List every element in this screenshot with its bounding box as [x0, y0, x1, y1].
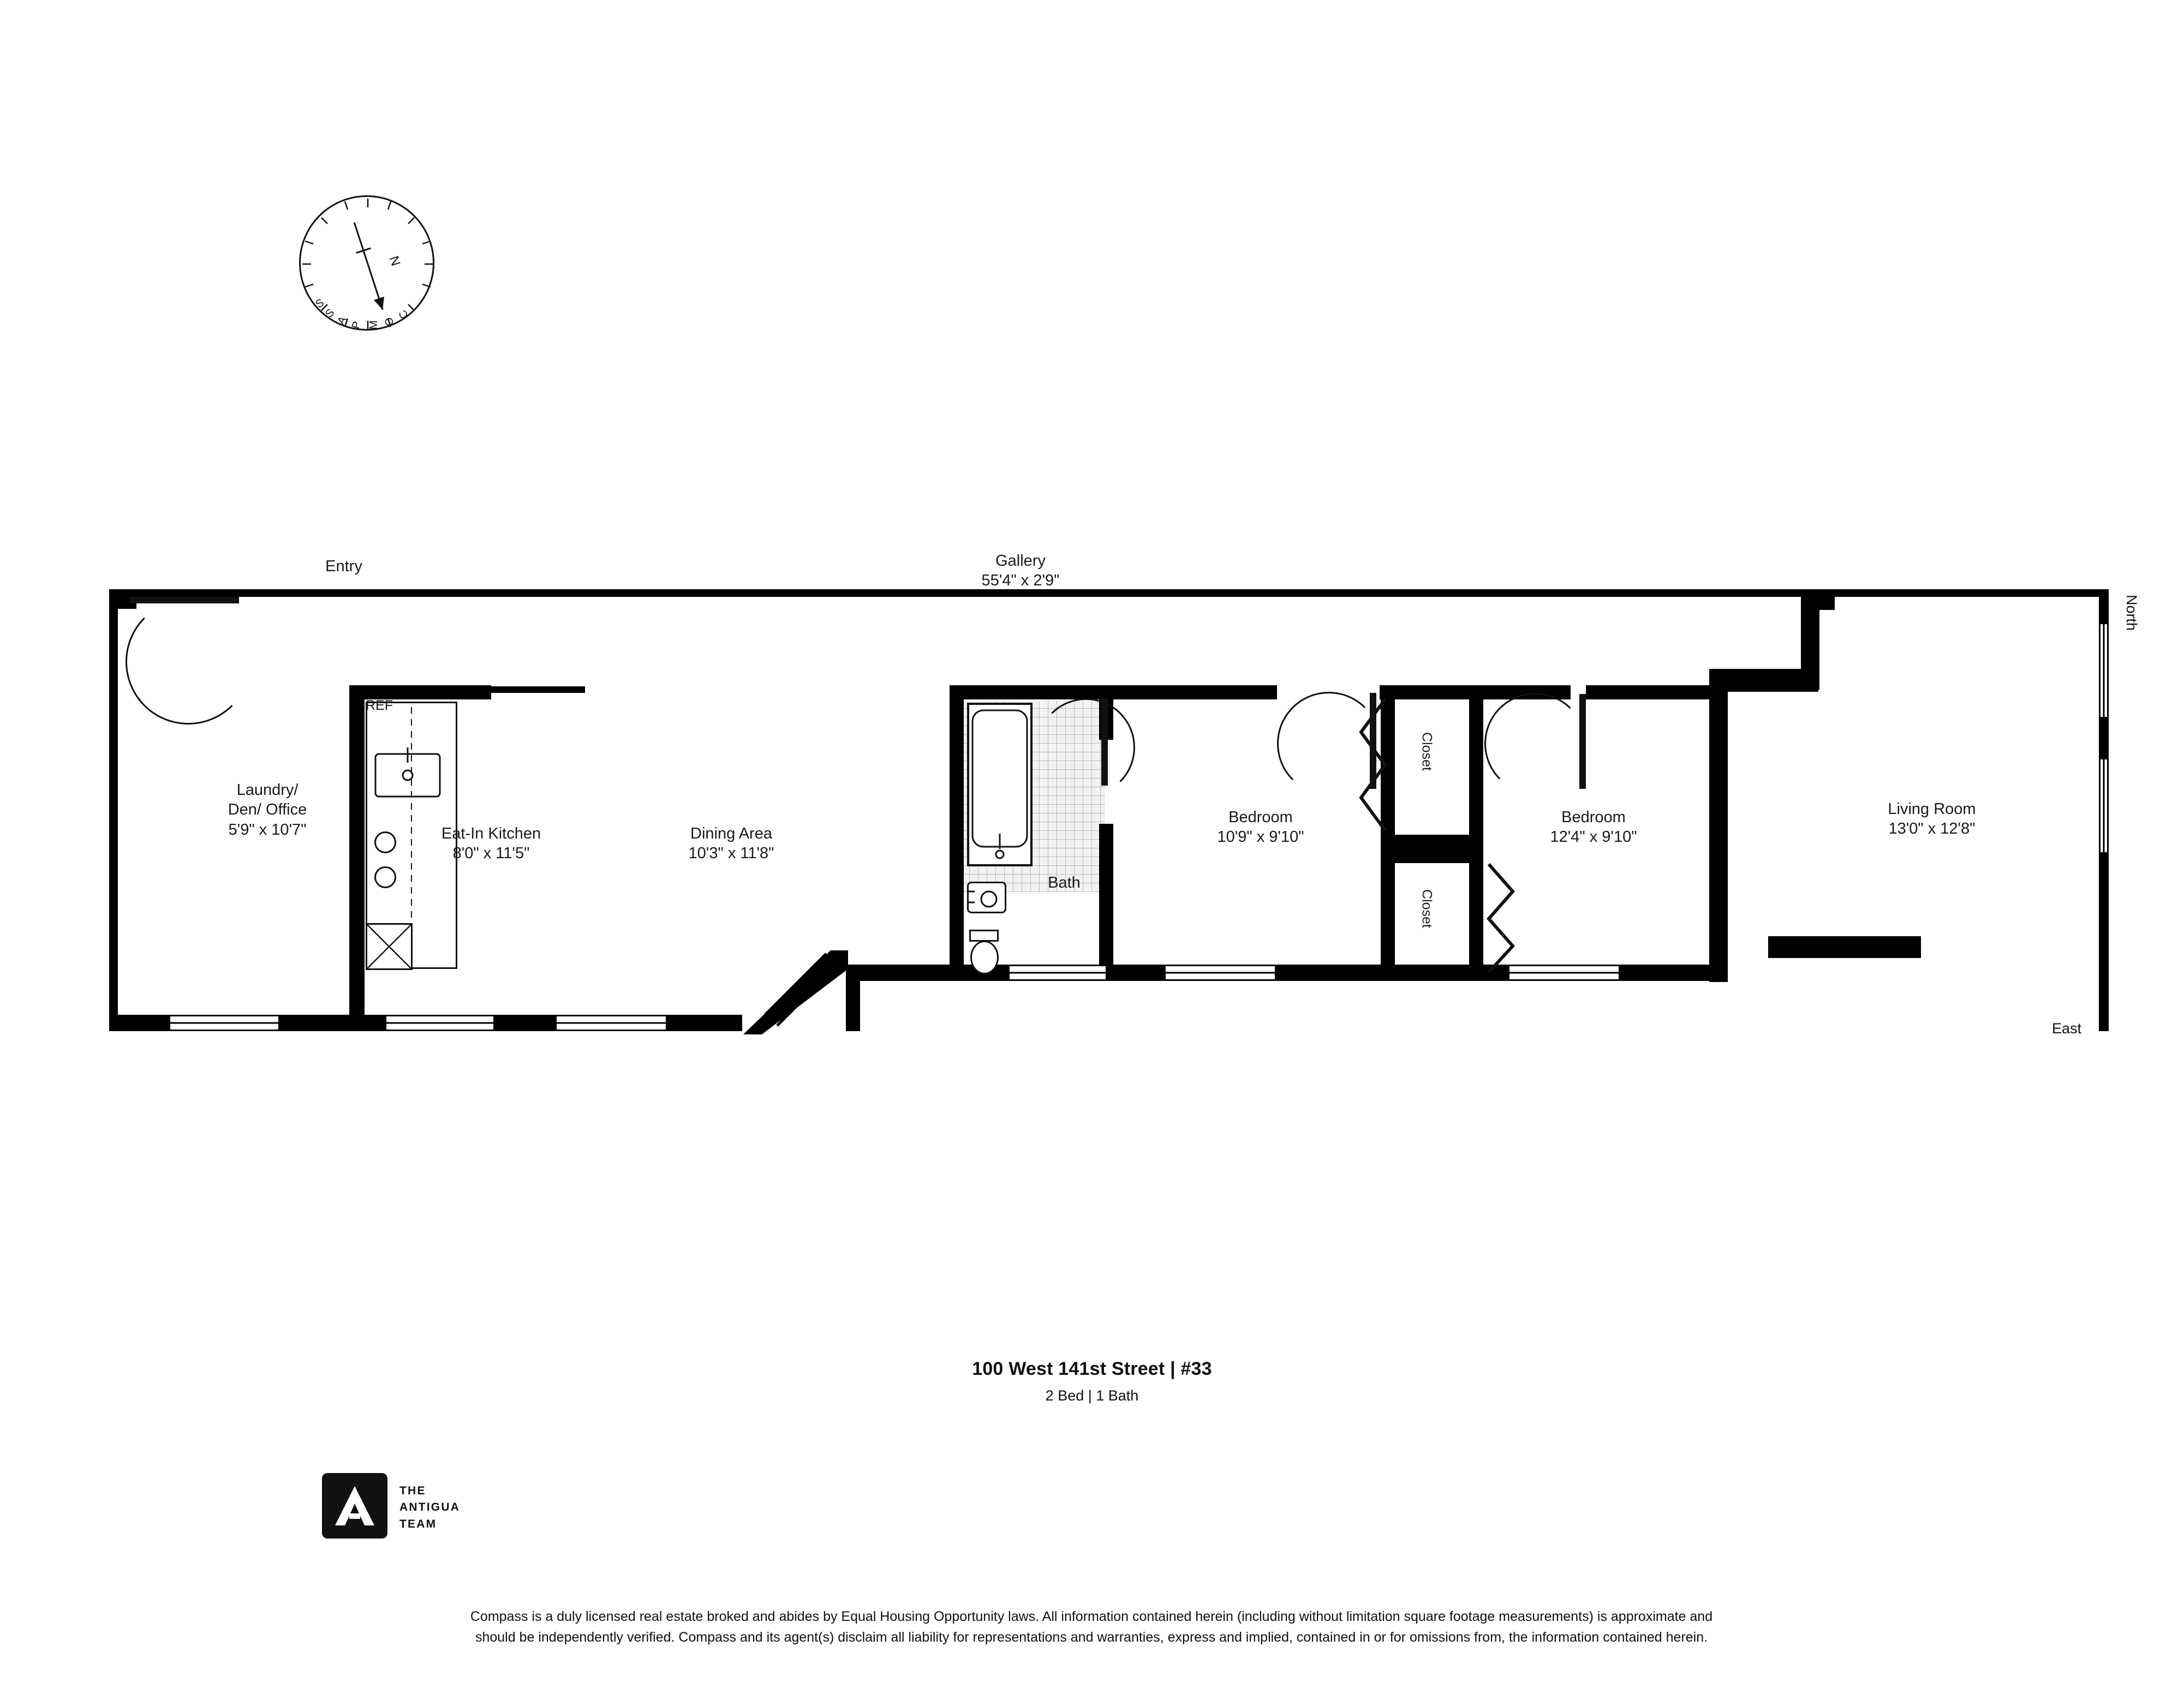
bedroom2-door-swing: [1484, 693, 1586, 794]
living-room-name: Living Room: [1888, 800, 1976, 818]
wall-bottom-b: [278, 1015, 305, 1031]
bedroom2-name: Bedroom: [1561, 809, 1626, 826]
wall-bottom-c: [305, 1015, 386, 1031]
wall-right-a: [2099, 589, 2109, 624]
title-block: [0, 1358, 2184, 1404]
gallery-dimensions: 55'4" x 2'9": [981, 572, 1060, 590]
gallery-label: [906, 551, 1135, 591]
wall-closet2-east: [1469, 849, 1483, 980]
bath-door-leaf: [1101, 698, 1108, 786]
wall-closet2-north: [1381, 849, 1483, 863]
wall-closet2-west: [1381, 849, 1395, 980]
dryer-icon: [374, 866, 396, 888]
wall-right-c: [2099, 852, 2109, 1031]
window-dining-south-1: [557, 1015, 666, 1031]
window-bedroom1-south: [1166, 965, 1275, 981]
logo-line-1: THE: [399, 1485, 426, 1497]
living-room-label: [1823, 799, 2041, 839]
wall-bath-east-bottom: [1099, 824, 1113, 965]
bath-door-swing: [1037, 698, 1135, 797]
dining-label: [628, 824, 835, 864]
bedroom2-door-leaf: [1579, 694, 1586, 789]
window-living-room-east: [2099, 759, 2109, 852]
dining-name: Dining Area: [690, 825, 772, 842]
property-summary: 2 Bed | 1 Bath: [1045, 1387, 1139, 1404]
kitchen-label: [382, 824, 600, 864]
east-label: East: [2052, 1020, 2082, 1037]
bedroom1-label: [1157, 807, 1364, 847]
entry-door-leaf: [130, 597, 239, 603]
wall-bedroom1-north-a: [1113, 685, 1277, 699]
laundry-label: [169, 780, 366, 840]
gallery-name: Gallery: [995, 552, 1046, 570]
toilet-bowl: [970, 941, 999, 974]
bedroom2-label: [1484, 807, 1703, 847]
wall-bottom-e: [666, 1015, 742, 1031]
compass-rose: [299, 195, 437, 333]
closet1-label: Closet: [1419, 732, 1435, 771]
angled-bay-wall: [731, 938, 906, 1037]
wall-bottom-i: [1619, 965, 1709, 981]
entry-label: Entry: [325, 558, 362, 575]
bedroom1-name: Bedroom: [1228, 809, 1293, 826]
logo-wordmark: [399, 1483, 460, 1533]
bedroom1-dimensions: 10'9" x 9'10": [1217, 828, 1304, 846]
svg-text:N: N: [386, 254, 403, 268]
closet2-label: Closet: [1419, 889, 1435, 928]
disclaimer-line-1: Compass is a duly licensed real estate broked and abides by Equal Housing Opportunity laws. All information contained herein (including without limitation square footage measurements) is approximate and: [470, 1609, 1713, 1624]
closet2-bifold-doors: [1483, 861, 1516, 975]
stove-burners-icon: [366, 923, 413, 970]
floor-plan-drawing: [109, 552, 2140, 1069]
north-label: North: [2123, 595, 2140, 631]
window-gallery-south: [1010, 965, 1106, 981]
wall-bottom-g: [1106, 965, 1166, 981]
wall-bath-north: [950, 685, 1113, 699]
wall-closet1-north: [1380, 685, 1483, 699]
laundry-name-line1: Laundry/: [236, 781, 299, 799]
window-bedroom2-south: [1509, 965, 1619, 981]
logo-line-3: TEAM: [399, 1517, 437, 1530]
wall-living-jog-vert: [1801, 597, 1819, 690]
wall-closet1-east: [1469, 685, 1483, 849]
wall-top-right: [1835, 589, 2108, 597]
wall-bath-west: [950, 685, 964, 965]
laundry-name-line2: Den/ Office: [228, 801, 307, 819]
antigua-team-logo: [322, 1473, 518, 1547]
disclaimer-line-2: should be independently verified. Compass and its agent(s) disclaim all liability for representations and warranties, express and implied, contained in or for omissions from, the information contained herein.: [475, 1629, 1708, 1645]
living-room-dimensions: 13'0" x 12'8": [1888, 820, 1976, 838]
dining-dimensions: 10'3" x 11'8": [688, 845, 774, 863]
disclaimer: [218, 1607, 1965, 1648]
window-living-room-north: [2099, 624, 2109, 717]
bedroom2-dimensions: 12'4" x 9'10": [1550, 828, 1637, 846]
wall-kitchen-east: [349, 685, 365, 1018]
wall-living-west: [1709, 686, 1728, 982]
bathtub-detail: [967, 703, 1033, 866]
window-kitchen-south: [386, 1015, 493, 1031]
wall-bottom-d: [493, 1015, 557, 1031]
kitchen-upper-cabinet: [491, 686, 585, 693]
toilet-tank: [969, 930, 999, 942]
property-address: 100 West 141st Street | #33: [972, 1358, 1212, 1379]
entry-door-swing: [126, 599, 251, 725]
wall-living-ledge: [1768, 936, 1921, 958]
antigua-a-mark-icon: [322, 1473, 387, 1539]
wall-left: [109, 589, 118, 1031]
window-laundry-south: [170, 1015, 278, 1031]
wall-bottom-a: [109, 1015, 170, 1031]
kitchen-name: Eat-In Kitchen: [441, 825, 541, 842]
wall-bedroom2-north-b: [1586, 685, 1712, 699]
logo-line-2: ANTIGUA: [399, 1501, 461, 1514]
bath-label: Bath: [1048, 874, 1081, 891]
compass-wordmark: C O M P A S S: [313, 296, 411, 331]
laundry-dimensions: 5'9" x 10'7": [228, 821, 307, 839]
refrigerator-label: REF: [366, 698, 393, 713]
wall-right-b: [2099, 717, 2109, 759]
kitchen-dimensions: 8'0" x 11'5": [452, 845, 530, 863]
wall-closet1-south: [1381, 835, 1483, 849]
